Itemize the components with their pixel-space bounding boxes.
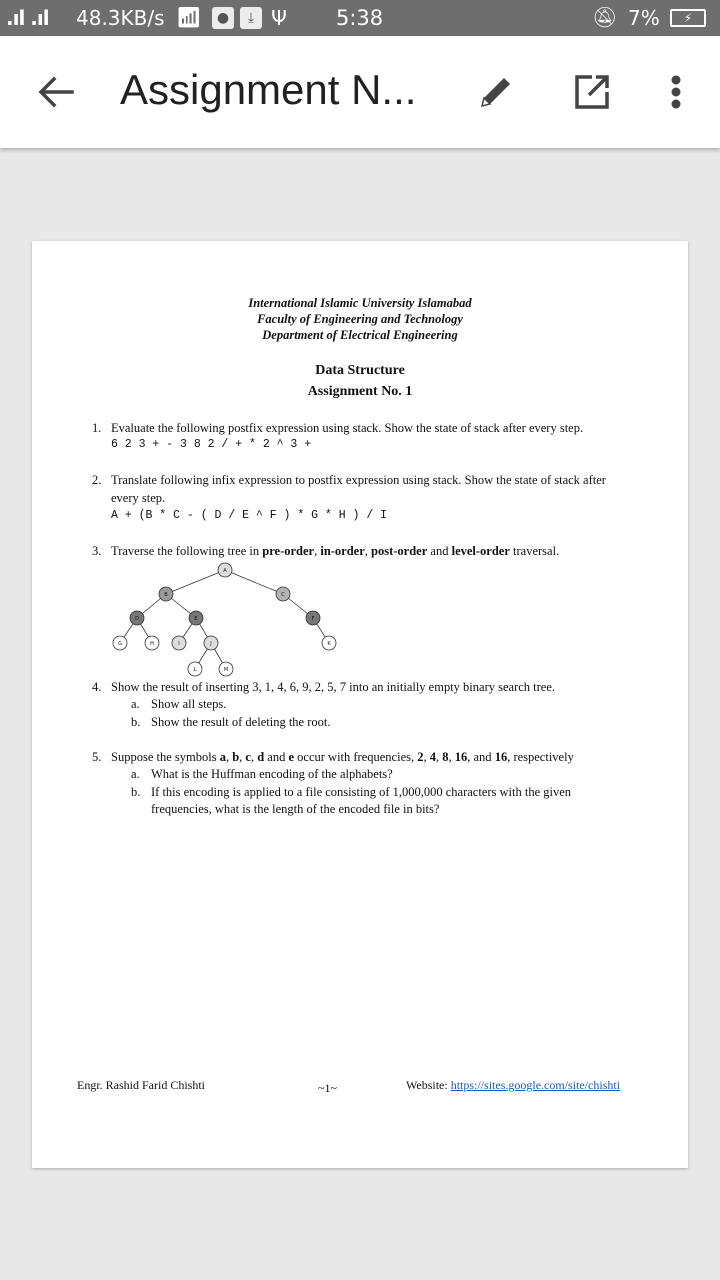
page-title: Assignment N... [120, 66, 417, 113]
q2-number: 2. [92, 473, 102, 487]
q4-text: Show the result of inserting 3, 1, 4, 6, 9, 2, 5, 7 into an initially empty binary search tree. [111, 680, 556, 694]
q2-text-line1: Translate following infix expression to postfix expression using stack. Show the state of stack after [111, 473, 606, 487]
q4-number: 4. [92, 680, 102, 694]
q5a-text: What is the Huffman encoding of the alphabets? [151, 767, 393, 781]
q5b-label: b. [131, 785, 141, 799]
tree-node-l: L [193, 667, 197, 673]
tree-node-b: B [164, 592, 168, 598]
website-label: Website: [406, 1078, 451, 1092]
tree-node-a: A [223, 568, 227, 574]
network-speed: 48.3KB/s [76, 6, 165, 30]
app-bar [0, 36, 720, 148]
battery-charging-icon: ⚡︎ [670, 9, 706, 27]
q5a-label: a. [131, 767, 140, 781]
tree-node-j: J [210, 641, 212, 647]
tree-node-e: E [194, 616, 198, 622]
university-name: International Islamic University Islamabad [248, 296, 472, 310]
q4b-text: Show the result of deleting the root. [151, 715, 331, 729]
q4a-label: a. [131, 697, 140, 711]
q1-expression: 6 2 3 + - 3 8 2 / + * 2 ^ 3 + [111, 438, 312, 451]
tree-node-g: G [118, 641, 122, 647]
q5-text: Suppose the symbols a, b, c, d and e occur with frequencies, 2, 4, 8, 16, and 16, respectively [111, 750, 574, 764]
edit-pencil-icon[interactable] [476, 72, 516, 112]
usb-icon: Ψ [271, 6, 287, 30]
q2-text-line2: every step. [111, 491, 166, 505]
tree-node-c: C [281, 592, 285, 598]
q4b-label: b. [131, 715, 141, 729]
department-name: Department of Electrical Engineering [262, 328, 458, 342]
download-icon: ⤓ [240, 7, 262, 29]
footer-author: Engr. Rashid Farid Chishti [77, 1078, 206, 1092]
tree-node-d: D [135, 616, 139, 622]
silent-bell-icon: 🔕︎ [592, 5, 618, 29]
binary-tree-diagram [102, 559, 342, 679]
q5b-text-line1: If this encoding is applied to a file consisting of 1,000,000 characters with the given [151, 785, 572, 799]
website-link[interactable]: https://sites.google.com/site/chishti [450, 1078, 621, 1092]
assignment-title: Assignment No. 1 [307, 384, 413, 399]
subject-title: Data Structure [315, 363, 405, 378]
tree-node-f: F [311, 616, 315, 622]
q5b-text-line2: frequencies, what is the length of the encoded file in bits? [151, 802, 440, 816]
faculty-name: Faculty of Engineering and Technology [257, 312, 463, 326]
status-bar [0, 0, 720, 36]
wifi-icon: 📶︎ [176, 5, 202, 29]
tree-node-i: I [178, 641, 180, 647]
q4a-text: Show all steps. [151, 697, 227, 711]
back-arrow-icon[interactable] [38, 76, 74, 108]
battery-percent: 7% [628, 6, 660, 30]
tree-node-m: M [223, 667, 229, 673]
tree-node-k: K [327, 641, 331, 647]
q3-number: 3. [92, 544, 102, 558]
q2-expression: A + (B * C - ( D / E ^ F ) * G * H ) / I [111, 509, 388, 522]
q1-text: Evaluate the following postfix expression using stack. Show the state of stack after every step. [111, 421, 584, 435]
clock: 5:38 [336, 6, 384, 30]
signal-icon: .ıl .ıl [6, 6, 49, 30]
q5-number: 5. [92, 750, 102, 764]
document-page[interactable] [32, 241, 688, 1168]
tree-node-h: H [150, 641, 154, 647]
more-options-icon[interactable] [658, 72, 694, 112]
chat-app-icon: ● [212, 7, 234, 29]
footer-website [406, 1078, 620, 1093]
q1-number: 1. [92, 421, 102, 435]
footer-page-number: ~1~ [318, 1081, 337, 1095]
q3-text: Traverse the following tree in pre-order, in-order, post-order and level-order traversal. [111, 544, 560, 558]
open-external-icon[interactable] [572, 72, 612, 112]
